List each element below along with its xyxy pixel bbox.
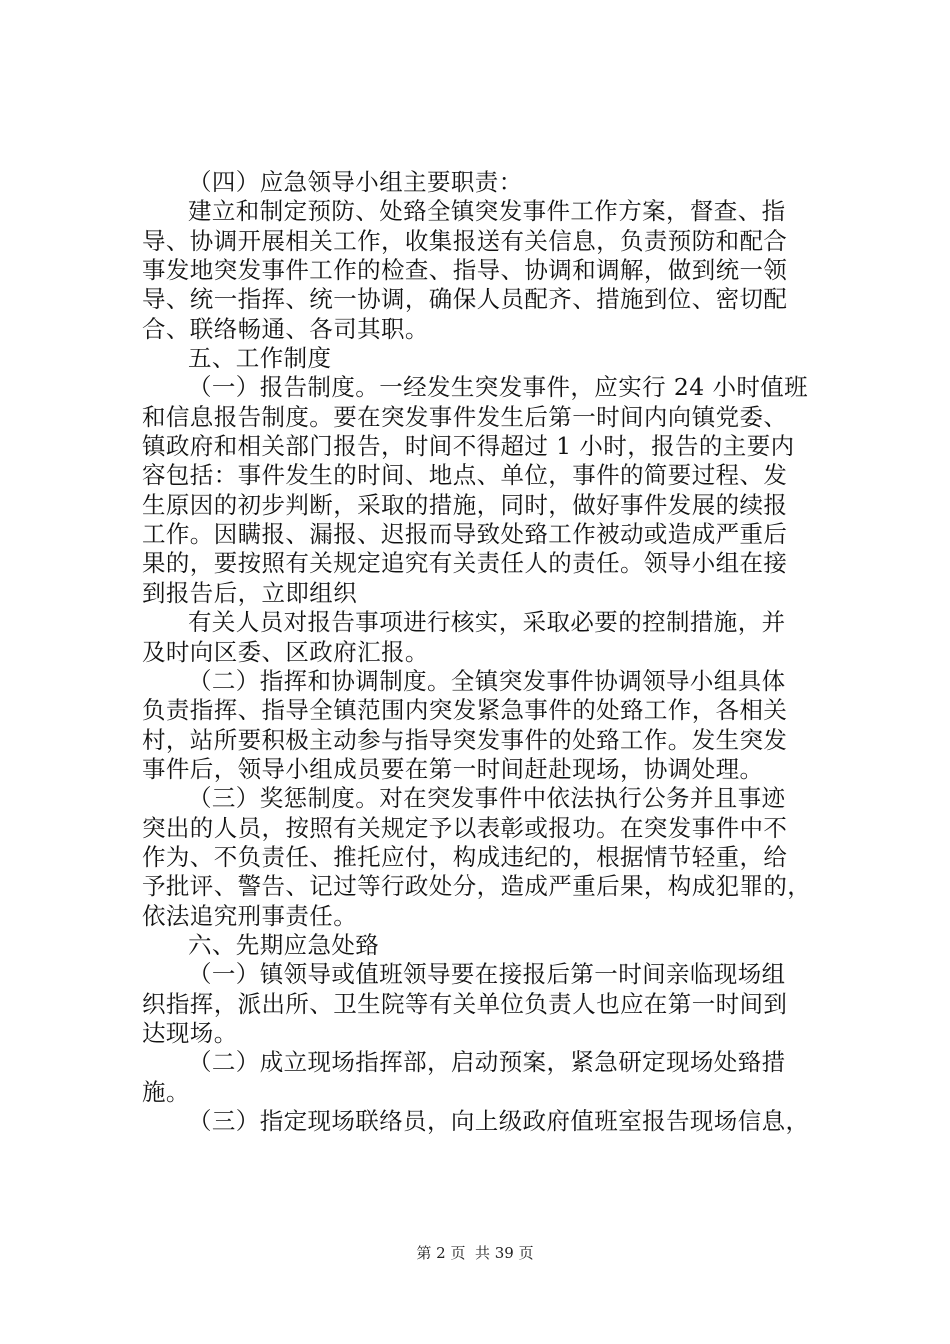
section-heading: 六、先期应急处臵 bbox=[188, 931, 380, 959]
text-line: 村，站所要积极主动参与指导突发事件的处臵工作。发生突发 bbox=[142, 726, 788, 754]
text-line: 工作。因瞒报、漏报、迟报而导致处臵工作被动或造成严重后 bbox=[142, 520, 788, 548]
text-line: 织指挥，派出所、卫生院等有关单位负责人也应在第一时间到 bbox=[142, 990, 788, 1018]
text-line: 达现场。 bbox=[142, 1019, 238, 1047]
text-line: （三）奖惩制度。对在突发事件中依法执行公务并且事迹 bbox=[188, 784, 786, 812]
text-line: （二）成立现场指挥部，启动预案，紧急研定现场处臵措 bbox=[188, 1048, 786, 1076]
text-line: 有关人员对报告事项进行核实，采取必要的控制措施，并 bbox=[188, 608, 786, 636]
text-line: 到报告后，立即组织 bbox=[142, 579, 358, 607]
text-line: 合、联络畅通、各司其职。 bbox=[142, 315, 429, 343]
text-line: 和信息报告制度。要在突发事件发生后第一时间内向镇党委、 bbox=[142, 403, 788, 431]
text-line: （四）应急领导小组主要职责： bbox=[188, 168, 523, 196]
text-line: （二）指挥和协调制度。全镇突发事件协调领导小组具体 bbox=[188, 667, 786, 695]
section-heading: 五、工作制度 bbox=[188, 344, 332, 372]
text-line: （三）指定现场联络员，向上级政府值班室报告现场信息， bbox=[188, 1107, 810, 1135]
page-number-footer: 第 2 页 共 39 页 bbox=[416, 1244, 534, 1262]
text-line: 容包括：事件发生的时间、地点、单位，事件的简要过程、发 bbox=[142, 461, 788, 489]
text-line: 予批评、警告、记过等行政处分，造成严重后果，构成犯罪的， bbox=[142, 872, 812, 900]
text-line: 负责指挥、指导全镇范围内突发紧急事件的处臵工作，各相关 bbox=[142, 696, 788, 724]
text-line: 依法追究刑事责任。 bbox=[142, 902, 358, 930]
text-line: 及时向区委、区政府汇报。 bbox=[142, 638, 429, 666]
text-line: 镇政府和相关部门报告，时间不得超过 1 小时，报告的主要内 bbox=[142, 432, 795, 460]
text-line: 事发地突发事件工作的检查、指导、协调和调解，做到统一领 bbox=[142, 256, 788, 284]
text-line: （一）报告制度。一经发生突发事件，应实行 24 小时值班 bbox=[188, 373, 809, 401]
text-line: （一）镇领导或值班领导要在接报后第一时间亲临现场组 bbox=[188, 960, 786, 988]
text-line: 导、统一指挥、统一协调，确保人员配齐、措施到位、密切配 bbox=[142, 285, 788, 313]
text-line: 突出的人员，按照有关规定予以表彰或报功。在突发事件中不 bbox=[142, 814, 788, 842]
text-line: 建立和制定预防、处臵全镇突发事件工作方案，督查、指 bbox=[188, 197, 786, 225]
text-line: 施。 bbox=[142, 1078, 190, 1106]
text-line: 果的，要按照有关规定追究有关责任人的责任。领导小组在接 bbox=[142, 549, 788, 577]
text-line: 事件后，领导小组成员要在第一时间赶赴现场，协调处理。 bbox=[142, 755, 764, 783]
text-line: 导、协调开展相关工作，收集报送有关信息，负责预防和配合 bbox=[142, 227, 788, 255]
text-line: 生原因的初步判断，采取的措施，同时，做好事件发展的续报 bbox=[142, 491, 788, 519]
text-line: 作为、不负责任、推托应付，构成违纪的，根据情节轻重，给 bbox=[142, 843, 788, 871]
